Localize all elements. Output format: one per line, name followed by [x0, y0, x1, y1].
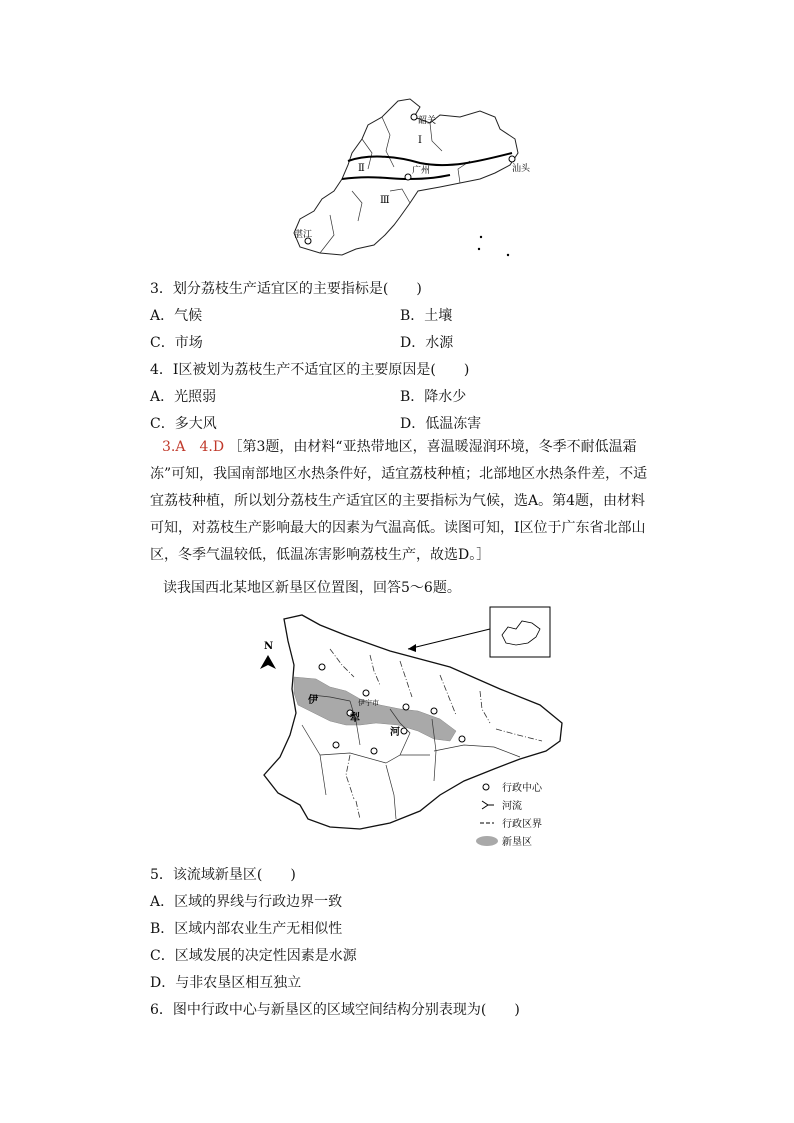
legend-newzone-icon [476, 836, 498, 846]
q3-option-a[interactable]: A．气候 [150, 308, 203, 324]
island-dot [480, 236, 482, 238]
guangdong-zone-map [290, 95, 530, 265]
q6-stem: 6．图中行政中心与新垦区的区域空间结构分别表现为( ) [150, 1002, 520, 1018]
inset-frame [490, 607, 550, 657]
guangzhou-label: 广州 [412, 166, 431, 176]
q5-option-d[interactable]: D．与非农垦区相互独立 [150, 975, 302, 991]
legend-boundary-label: 行政区界 [502, 819, 542, 830]
he-label: 河 [390, 727, 400, 738]
admin-center-marker [371, 748, 377, 754]
shaoguan-label: 韶关 [418, 116, 437, 126]
north-arrow-icon [260, 655, 276, 669]
q4-option-d[interactable]: D．低温冻害 [400, 416, 482, 432]
q4-option-a[interactable]: A．光照弱 [150, 389, 217, 405]
shaoguan-marker [411, 114, 417, 120]
shantou-marker [509, 156, 515, 162]
q5-option-a[interactable]: A．区域的界线与行政边界一致 [150, 894, 343, 910]
admin-center-marker [333, 742, 339, 748]
q5-option-c[interactable]: C．区域发展的决定性因素是水源 [150, 948, 357, 964]
admin-center-marker [363, 690, 369, 696]
island-dot [507, 254, 509, 256]
zone1-label: Ⅰ [418, 135, 422, 146]
answer-explanation [150, 434, 655, 569]
inset-arrow-head [408, 644, 416, 652]
q4-option-c[interactable]: C．多大风 [150, 416, 217, 432]
q3-option-c[interactable]: C．市场 [150, 335, 203, 351]
legend-river-icon [482, 801, 494, 809]
q3-option-b[interactable]: B．土壤 [400, 308, 453, 324]
q3-option-d[interactable]: D．水源 [400, 335, 454, 351]
q4-option-b[interactable]: B．降水少 [400, 389, 467, 405]
yining-label: 伊宁市 [358, 699, 379, 707]
zone3-label: Ⅲ [380, 195, 390, 206]
admin-center-marker [431, 708, 437, 714]
north-label: N [264, 641, 274, 652]
zone-line-upper [348, 153, 512, 165]
ili-reclamation-map [250, 605, 570, 850]
li-label: 犁 [350, 713, 360, 724]
q3-stem: 3．划分荔枝生产适宜区的主要指标是( ) [150, 281, 422, 297]
admin-center-marker [319, 664, 325, 670]
guangzhou-marker [405, 174, 411, 180]
answer-text: ［第3题，由材料“亚热带地区，喜温暖湿润环境，冬季不耐低温霜冻”可知，我国南部地区水热条件好，适宜荔枝种植；北部地区水热条件差，不适宜荔枝种植，所以划分荔枝生产适宜区的主要指标为气候，选A。第4题，由材料可知，对荔枝生产影响最大的因素为气温高低。读图可知，Ⅰ区位于广东省北部山区，冬季气温较低，低温冻害影响荔枝生产，故选D。］ [150, 439, 648, 563]
island-dot [478, 248, 480, 250]
q5-stem: 5．该流域新垦区( ) [150, 867, 296, 883]
admin-center-marker [401, 728, 407, 734]
zone2-label: Ⅱ [358, 163, 365, 174]
legend-newzone-label: 新垦区 [502, 837, 532, 848]
intro-5-6: 读我国西北某地区新垦区位置图，回答5～6题。 [163, 580, 461, 596]
q4-stem: 4．Ⅰ区被划为荔枝生产不适宜区的主要原因是( ) [150, 362, 470, 378]
legend-center-label: 行政中心 [502, 783, 542, 794]
answer-key: 3.A 4.D [162, 439, 225, 455]
admin-center-marker [403, 704, 409, 710]
yi-label: 伊 [308, 695, 318, 706]
inset-china-outline [502, 621, 540, 645]
legend-center-icon [483, 784, 489, 790]
admin-center-marker [459, 736, 465, 742]
zone-line-lower [342, 175, 450, 179]
legend-river-label: 河流 [502, 801, 522, 812]
zhanjiang-label: 湛江 [294, 230, 313, 240]
q5-option-b[interactable]: B．区域内部农业生产无相似性 [150, 921, 343, 937]
shantou-label: 汕头 [512, 164, 530, 174]
inset-arrow [408, 629, 490, 649]
